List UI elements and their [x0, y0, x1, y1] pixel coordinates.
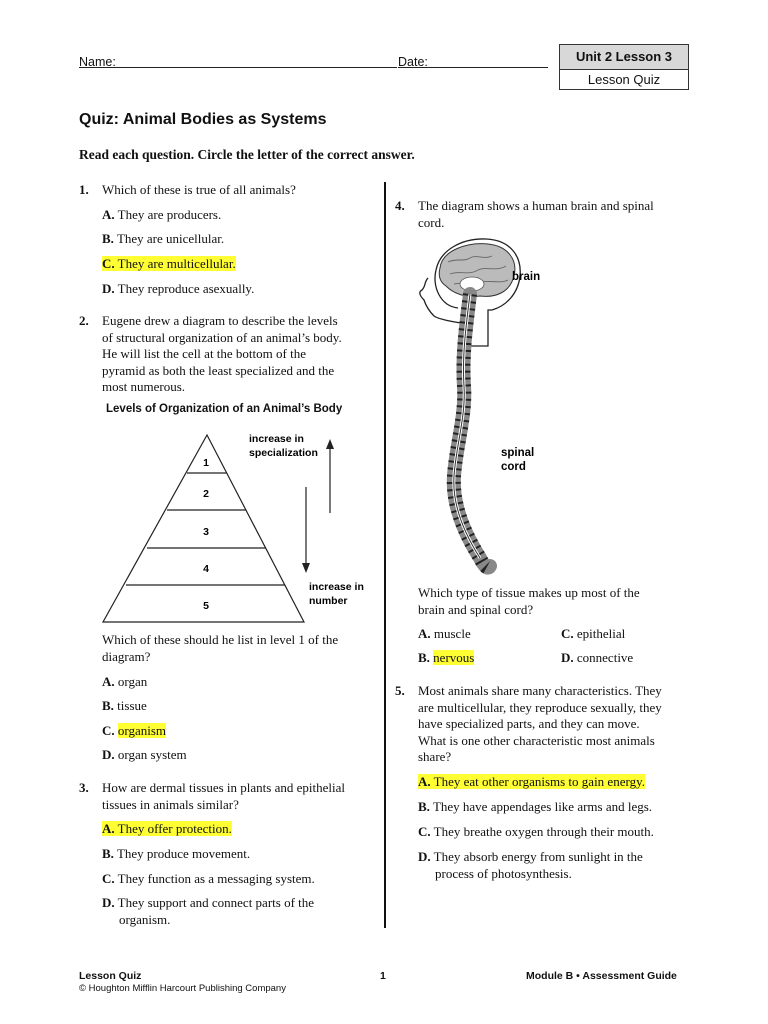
- text-line: are multicellular, they reproduce sexually, they: [418, 699, 662, 715]
- q5-option-d[interactable]: [418, 849, 643, 865]
- option-letter: A.: [102, 207, 115, 222]
- q5-option-d-continued: process of photosynthesis.: [435, 866, 572, 881]
- option-text: They reproduce asexually.: [117, 281, 255, 296]
- q5-option-b[interactable]: [418, 799, 652, 815]
- option-text: They support and connect parts of the: [117, 895, 315, 910]
- brain-spinal-cord-diagram: [410, 236, 560, 581]
- option-letter: D.: [102, 281, 115, 296]
- option-letter: A.: [102, 674, 115, 689]
- q3-option-d[interactable]: [102, 895, 314, 911]
- option-letter: C.: [102, 723, 115, 738]
- question-3-number: 3.: [79, 780, 89, 795]
- page-title: Quiz: Animal Bodies as Systems: [79, 111, 327, 128]
- number-label-line1: increase in: [309, 581, 364, 593]
- question-4-number: 4.: [395, 198, 405, 213]
- date-line[interactable]: [398, 67, 548, 68]
- text-line: What is one other characteristic most animals: [418, 732, 655, 748]
- option-text: They produce movement.: [116, 846, 251, 861]
- text-line: have specialized parts, and they can move.: [418, 716, 640, 731]
- question-2-text: [102, 313, 342, 396]
- option-letter: B.: [102, 231, 114, 246]
- text-line: Eugene drew a diagram to describe the levels: [102, 313, 338, 328]
- q3-option-d-continued: organism.: [119, 912, 171, 927]
- text-line: How are dermal tissues in plants and epithelial: [102, 780, 345, 795]
- pyramid-level-1: 1: [203, 457, 209, 469]
- quiz-type-label: Lesson Quiz: [587, 72, 661, 87]
- specialization-label-line1: increase in: [249, 433, 304, 445]
- specialization-label-line2: specialization: [249, 447, 318, 459]
- q1-option-b[interactable]: [102, 231, 224, 247]
- highlighted-answer: organism: [117, 723, 167, 738]
- text-line: Which of these should he list in level 1 of the: [102, 632, 339, 647]
- text-line: pyramid as both the least specialized and the: [102, 362, 335, 378]
- pyramid-level-2: 2: [203, 488, 209, 500]
- highlighted-answer: [102, 256, 236, 271]
- pyramid-level-5: 5: [203, 600, 209, 612]
- q4-option-b[interactable]: [418, 650, 474, 666]
- q4-option-c[interactable]: [561, 626, 625, 642]
- option-letter: B.: [102, 698, 114, 713]
- q5-option-c[interactable]: [418, 824, 654, 840]
- footer-copyright: © Houghton Mifflin Harcourt Publishing Company: [79, 983, 286, 994]
- q2-option-b[interactable]: [102, 698, 147, 714]
- option-text: They are multicellular.: [117, 256, 236, 271]
- text-line: Most animals share many characteristics. They: [418, 683, 662, 698]
- option-letter: D.: [102, 895, 115, 910]
- option-text: organ: [117, 674, 148, 689]
- question-5-text: [418, 683, 662, 766]
- q2-option-a[interactable]: [102, 674, 147, 690]
- unit-label: Unit 2 Lesson 3: [560, 45, 688, 70]
- option-text: They are unicellular.: [116, 231, 225, 246]
- option-letter: A.: [418, 626, 431, 641]
- date-label: Date:: [398, 55, 428, 69]
- question-3-text: [102, 780, 345, 813]
- question-4-text: [418, 198, 654, 231]
- text-line: share?: [418, 749, 452, 764]
- spinal-label-line1: spinal: [501, 447, 535, 459]
- name-label: Name:: [79, 55, 116, 69]
- q3-option-b[interactable]: [102, 846, 250, 862]
- q2-option-c[interactable]: [102, 723, 166, 739]
- question-2-number: 2.: [79, 313, 89, 328]
- highlighted-answer: [102, 821, 232, 836]
- pyramid-diagram: [100, 425, 380, 625]
- footer-right: Module B • Assessment Guide: [526, 970, 677, 982]
- q4-option-d[interactable]: [561, 650, 633, 666]
- option-letter: B.: [102, 846, 114, 861]
- pyramid-diagram-title: Levels of Organization of an Animal’s Body: [106, 403, 343, 415]
- text-line: diagram?: [102, 648, 151, 664]
- option-letter: B.: [418, 799, 430, 814]
- option-text: They are producers.: [117, 207, 222, 222]
- pyramid-level-3: 3: [203, 526, 209, 538]
- option-text: They breathe oxygen through their mouth.: [433, 824, 654, 839]
- number-label-line2: number: [309, 595, 348, 607]
- question-4-prompt: [418, 585, 640, 618]
- unit-box: [559, 44, 689, 90]
- question-1-text: Which of these is true of all animals?: [102, 182, 296, 197]
- q3-option-c[interactable]: [102, 871, 315, 887]
- instructions: Read each question. Circle the letter of the correct answer.: [79, 147, 415, 162]
- option-text: tissue: [117, 698, 147, 713]
- option-letter: C.: [561, 626, 574, 641]
- option-letter: A.: [102, 821, 115, 836]
- q1-option-c[interactable]: [102, 256, 236, 272]
- option-letter: D.: [102, 747, 115, 762]
- option-letter: A.: [418, 774, 431, 789]
- question-1-number: 1.: [79, 182, 89, 197]
- option-letter: D.: [418, 849, 431, 864]
- text-line: tissues in animals similar?: [102, 796, 239, 812]
- option-text: They function as a messaging system.: [117, 871, 315, 886]
- option-letter: D.: [561, 650, 574, 665]
- option-letter: C.: [418, 824, 431, 839]
- footer-left: Lesson Quiz: [79, 970, 142, 982]
- option-text: They absorb energy from sunlight in the: [433, 849, 643, 864]
- q1-option-a[interactable]: [102, 207, 221, 223]
- spinal-label-line2: cord: [501, 461, 526, 473]
- up-arrow-icon: [326, 439, 334, 449]
- text-line: most numerous.: [102, 379, 186, 394]
- q3-option-a[interactable]: [102, 821, 232, 837]
- q4-option-a[interactable]: [418, 626, 471, 642]
- pyramid-level-4: 4: [203, 563, 209, 575]
- text-line: The diagram shows a human brain and spinal: [418, 198, 654, 213]
- name-line[interactable]: [79, 67, 397, 68]
- brain-label: brain: [512, 271, 541, 283]
- question-5-number: 5.: [395, 683, 405, 698]
- option-letter: C.: [102, 256, 115, 271]
- text-line: of structural organization of an animal’s body.: [102, 329, 342, 345]
- text-line: Which type of tissue makes up most of the: [418, 585, 640, 600]
- option-text: epithelial: [576, 626, 626, 641]
- down-arrow-icon: [302, 563, 310, 573]
- option-letter: C.: [102, 871, 115, 886]
- q5-option-a[interactable]: [418, 774, 645, 790]
- option-text: They have appendages like arms and legs.: [432, 799, 653, 814]
- option-text: They offer protection.: [117, 821, 232, 836]
- highlighted-answer: nervous: [433, 650, 475, 665]
- column-divider: [384, 182, 386, 928]
- text-line: He will list the cell at the bottom of the: [102, 346, 306, 361]
- question-2-prompt: [102, 632, 338, 665]
- text-line: brain and spinal cord?: [418, 601, 534, 617]
- q1-option-d[interactable]: [102, 281, 254, 297]
- option-letter: B.: [418, 650, 430, 665]
- option-text: They eat other organisms to gain energy.: [433, 774, 645, 789]
- option-text: organ system: [117, 747, 187, 762]
- text-line: cord.: [418, 214, 445, 230]
- highlighted-answer: [418, 774, 645, 789]
- option-text: muscle: [433, 626, 471, 641]
- option-text: connective: [576, 650, 634, 665]
- q2-option-d[interactable]: [102, 747, 187, 763]
- page-number: 1: [380, 970, 386, 982]
